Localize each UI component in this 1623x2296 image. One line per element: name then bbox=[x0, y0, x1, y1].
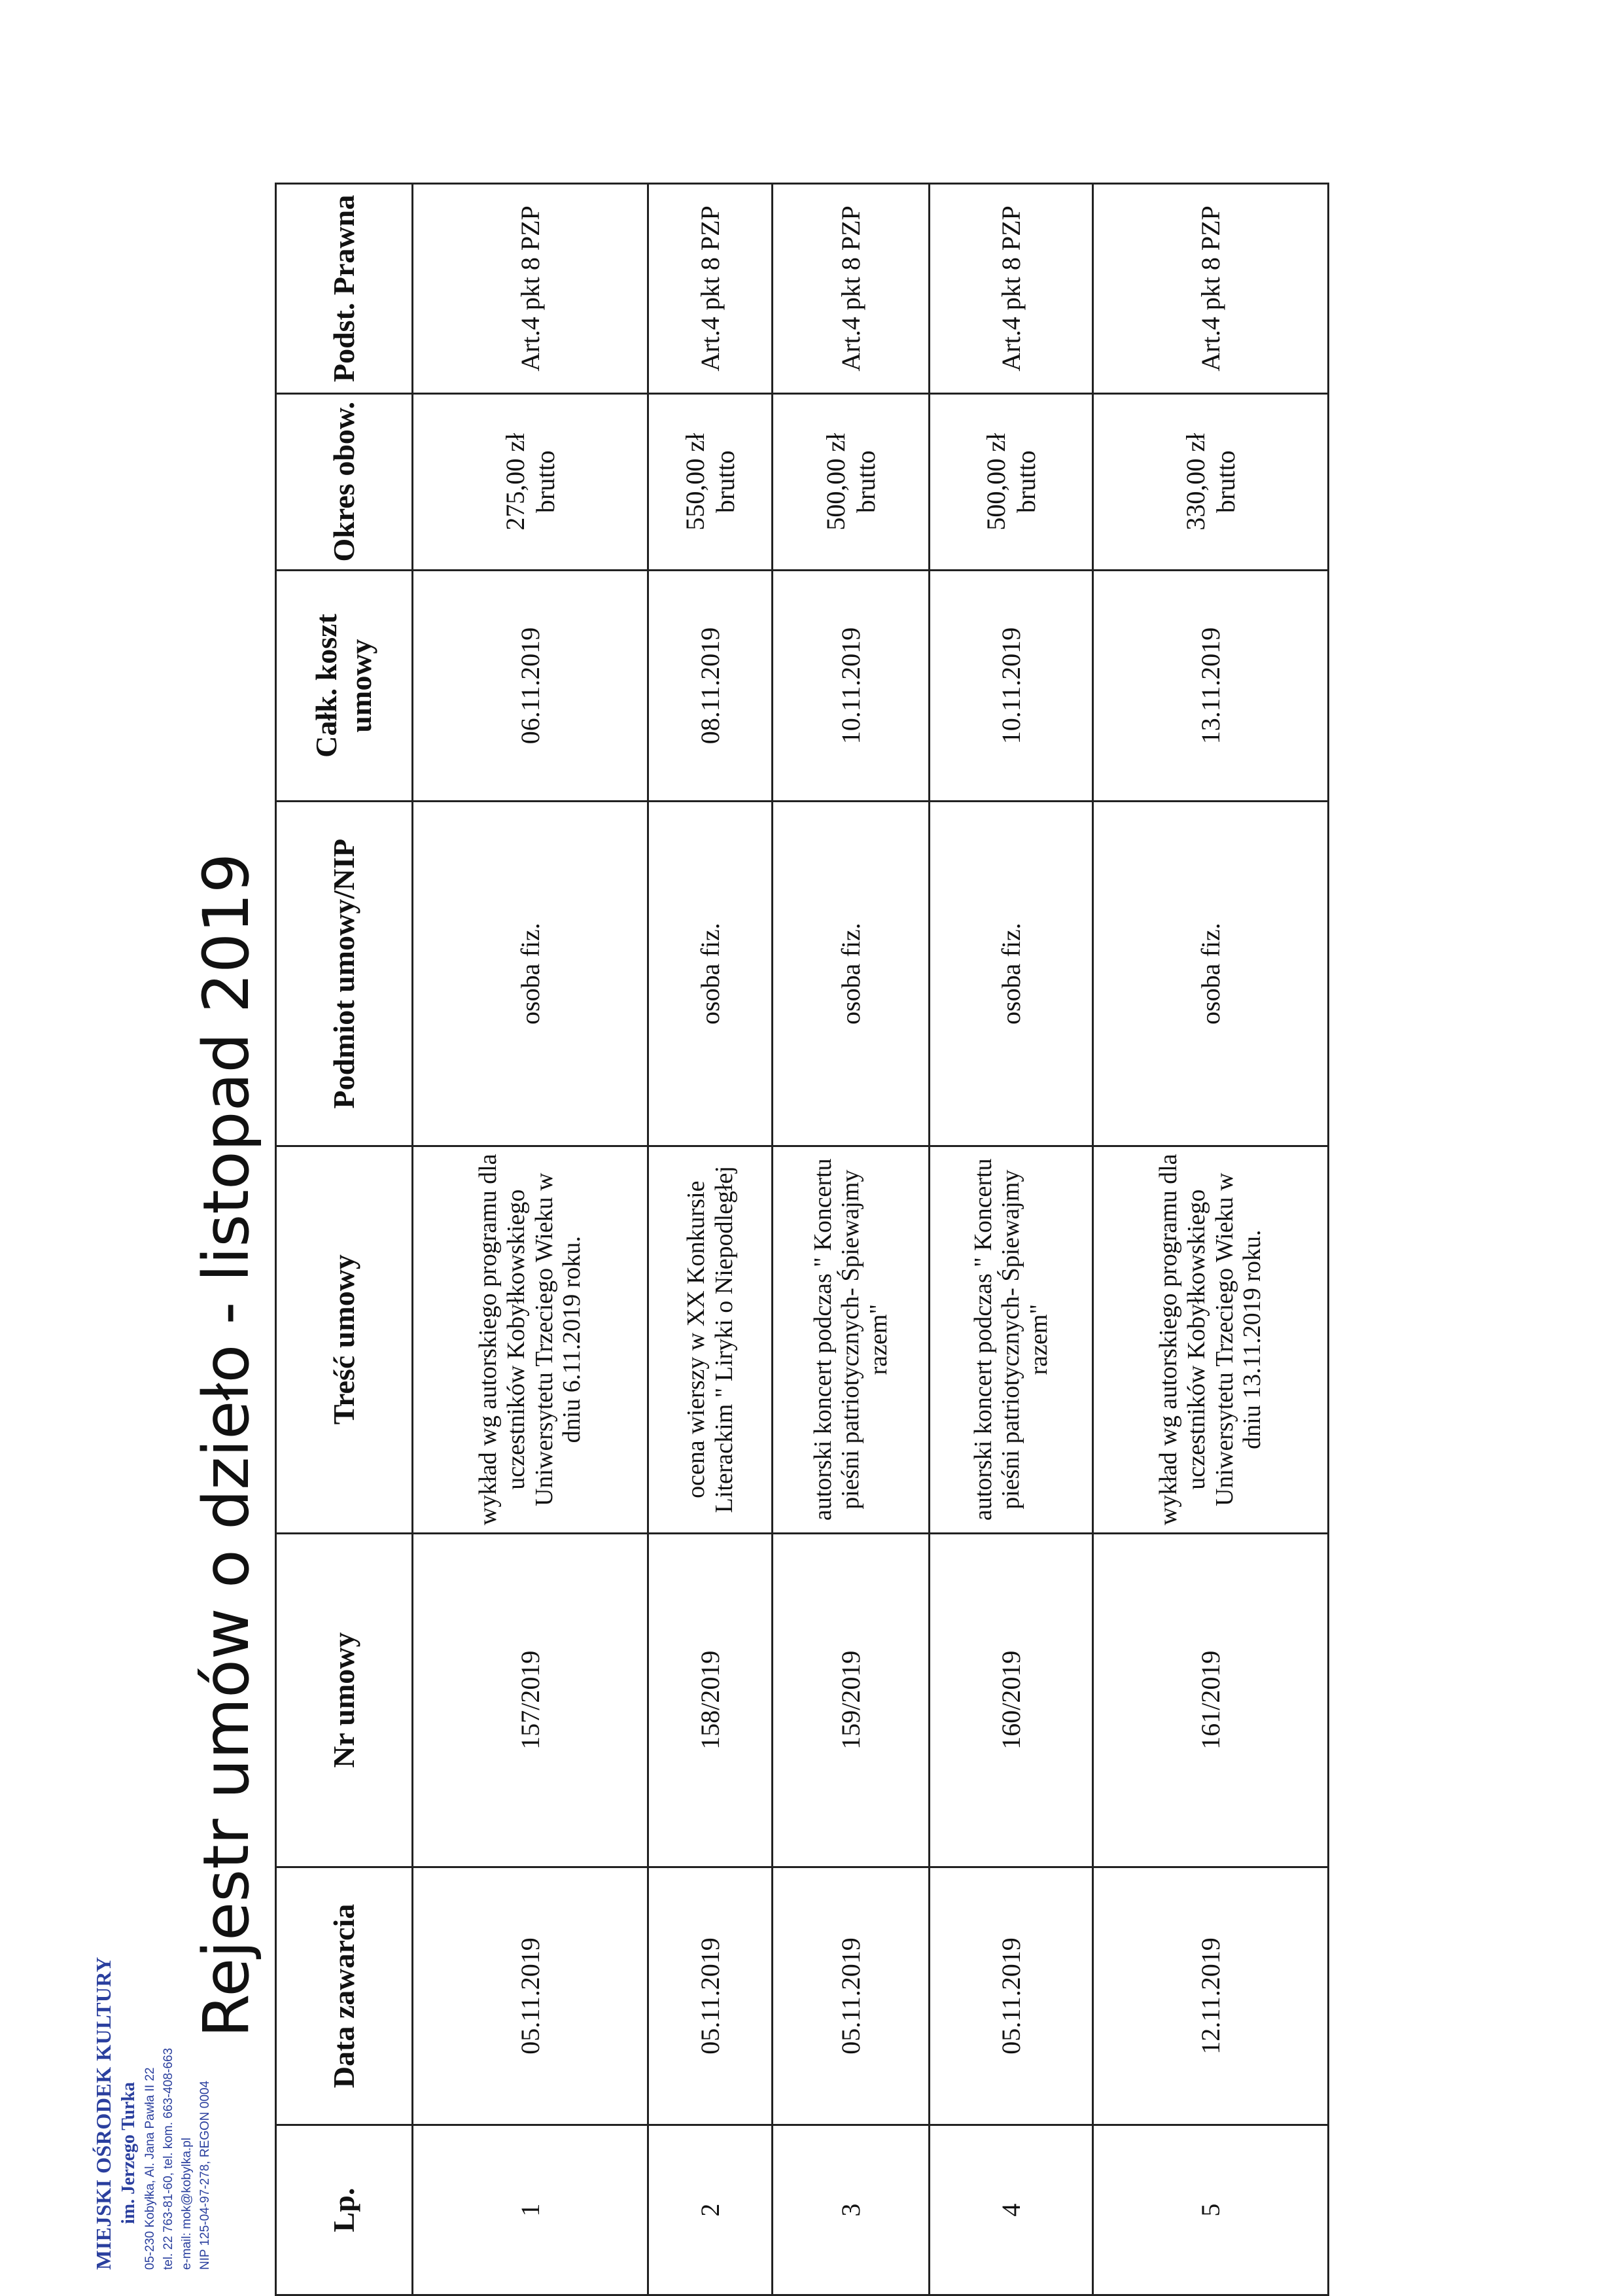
cell-nr: 161/2019 bbox=[1093, 1533, 1329, 1867]
cell-content: autorski koncert podczas " Koncertu pieśni patriotycznych- Śpiewajmy razem" bbox=[773, 1146, 930, 1533]
stamp-org-name: MIEJSKI OŚRODEK KULTURY bbox=[92, 1956, 115, 2270]
document-title: Rejestr umów o dzieło - listopad 2019 bbox=[190, 853, 263, 2038]
stamp-email: e-mail: mok@kobylka.pl bbox=[180, 2138, 194, 2270]
stamp-patron: im. Jerzego Turka bbox=[118, 2082, 139, 2224]
cell-lp: 4 bbox=[930, 2125, 1093, 2295]
header-lp: Lp. bbox=[276, 2125, 413, 2295]
header-date: Data zawarcia bbox=[276, 1867, 413, 2125]
cell-period: 330,00 zł brutto bbox=[1093, 393, 1329, 570]
table-row bbox=[1093, 184, 1329, 2295]
cell-nr: 157/2019 bbox=[413, 1533, 648, 1867]
cell-period: 500,00 zł brutto bbox=[773, 393, 930, 570]
header-content: Treść umowy bbox=[276, 1146, 413, 1533]
cell-cost: 10.11.2019 bbox=[773, 570, 930, 802]
cell-lp: 2 bbox=[648, 2125, 773, 2295]
cell-date: 05.11.2019 bbox=[648, 1867, 773, 2125]
cell-content: autorski koncert podczas " Koncertu pieśni patriotycznych- Śpiewajmy razem" bbox=[930, 1146, 1093, 1533]
cell-cost: 10.11.2019 bbox=[930, 570, 1093, 802]
cell-legal: Art.4 pkt 8 PZP bbox=[1093, 184, 1329, 394]
stamp-address: 05-230 Kobyłka, Al. Jana Pawła II 22 bbox=[143, 2067, 157, 2270]
cell-legal: Art.4 pkt 8 PZP bbox=[413, 184, 648, 394]
cell-subject: osoba fiz. bbox=[648, 802, 773, 1146]
contracts-register-table bbox=[275, 183, 1329, 2296]
stamp-phone: tel. 22 763-81-60, tel. kom. 663-408-663 bbox=[162, 2047, 175, 2270]
cell-period: 500,00 zł brutto bbox=[930, 393, 1093, 570]
header-nr: Nr umowy bbox=[276, 1533, 413, 1867]
cell-nr: 159/2019 bbox=[773, 1533, 930, 1867]
cell-subject: osoba fiz. bbox=[773, 802, 930, 1146]
cell-date: 05.11.2019 bbox=[773, 1867, 930, 2125]
cell-content: wykład wg autorskiego programu dla uczestników Kobyłkowskiego Uniwersytetu Trzeciego Wieku w dniu 6.11.2019 roku. bbox=[413, 1146, 648, 1533]
cell-date: 05.11.2019 bbox=[930, 1867, 1093, 2125]
table-row bbox=[773, 184, 930, 2295]
cell-period: 275,00 zł brutto bbox=[413, 393, 648, 570]
header-period: Okres obow. bbox=[276, 393, 413, 570]
cell-legal: Art.4 pkt 8 PZP bbox=[773, 184, 930, 394]
header-cost: Całk. koszt umowy bbox=[276, 570, 413, 802]
table-row bbox=[930, 184, 1093, 2295]
cell-legal: Art.4 pkt 8 PZP bbox=[648, 184, 773, 394]
cell-cost: 13.11.2019 bbox=[1093, 570, 1329, 802]
table-row bbox=[648, 184, 773, 2295]
header-legal: Podst. Prawna bbox=[276, 184, 413, 394]
cell-date: 12.11.2019 bbox=[1093, 1867, 1329, 2125]
cell-period: 550,00 zł brutto bbox=[648, 393, 773, 570]
cell-nr: 160/2019 bbox=[930, 1533, 1093, 1867]
table-header-row bbox=[276, 184, 413, 2295]
cell-subject: osoba fiz. bbox=[1093, 802, 1329, 1146]
cell-subject: osoba fiz. bbox=[413, 802, 648, 1146]
cell-lp: 5 bbox=[1093, 2125, 1329, 2295]
cell-lp: 3 bbox=[773, 2125, 930, 2295]
cell-lp: 1 bbox=[413, 2125, 648, 2295]
cell-cost: 08.11.2019 bbox=[648, 570, 773, 802]
cell-cost: 06.11.2019 bbox=[413, 570, 648, 802]
stamp-ids: NIP 125-04-97-278, REGON 0004 bbox=[198, 2080, 212, 2270]
cell-content: wykład wg autorskiego programu dla uczestników Kobyłkowskiego Uniwersytetu Trzeciego Wieku w dniu 13.11.2019 roku. bbox=[1093, 1146, 1329, 1533]
table-row bbox=[413, 184, 648, 2295]
cell-nr: 158/2019 bbox=[648, 1533, 773, 1867]
cell-subject: osoba fiz. bbox=[930, 802, 1093, 1146]
header-subject: Podmiot umowy/NIP bbox=[276, 802, 413, 1146]
cell-date: 05.11.2019 bbox=[413, 1867, 648, 2125]
cell-content: ocena wierszy w XX Konkursie Literackim " Liryki o Niepodległej bbox=[648, 1146, 773, 1533]
cell-legal: Art.4 pkt 8 PZP bbox=[930, 184, 1093, 394]
